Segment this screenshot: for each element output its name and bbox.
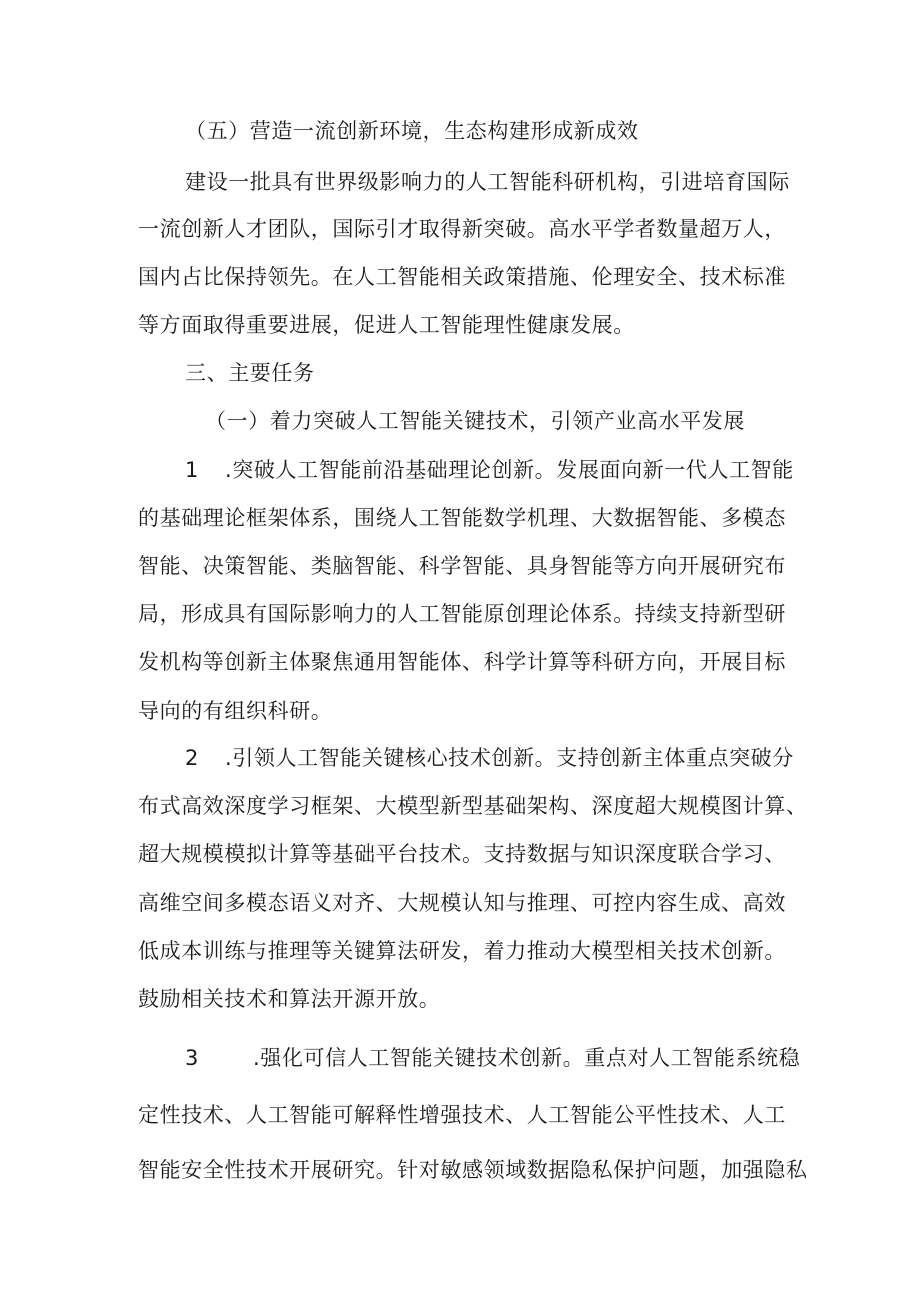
item-1-line-2: 的基础理论框架体系，围绕人工智能数学机理、大数据智能、多模态 [138,506,786,530]
item-2-line-2: 布式高效深度学习框架、大模型新型基础架构、深度超大规模图计算、 [138,794,808,818]
heading-one: （一）着力突破人工智能关键技术，引领产业高水平发展 [205,409,745,433]
para-five-line-2: 一流创新人才团队，国际引才取得新突破。高水平学者数量超万人， [138,217,786,241]
item-3-first-text: .强化可信人工智能关键技术创新。重点对人工智能系统稳 [253,1046,801,1070]
item-3-number: 3 [185,1046,199,1070]
item-2-number: 2 [185,746,199,770]
item-2-line-5: 低成本训练与推理等关键算法研发，着力推动大模型相关技术创新。 [138,939,786,963]
item-2-line-6: 鼓励相关技术和算法开源开放。 [138,987,441,1011]
para-five-line-3: 国内占比保持领先。在人工智能相关政策措施、伦理安全、技术标准 [138,265,786,289]
item-2-line-4: 高维空间多模态语义对齐、大规模认知与推理、可控内容生成、高效 [138,891,786,915]
item-1-first-line [185,455,845,485]
item-2-first-text: .引领人工智能关键核心技术创新。支持创新主体重点突破分 [225,746,794,770]
para-five-line-4: 等方面取得重要进展，促进人工智能理性健康发展。 [138,313,635,337]
item-2-line-3: 超大规模模拟计算等基础平台技术。支持数据与知识深度联合学习、 [138,842,786,866]
heading-five: （五）营造一流创新环境，生态构建形成新成效 [185,119,639,143]
item-3-line-2: 定性技术、人工智能可解释性增强技术、人工智能公平性技术、人工 [138,1103,786,1127]
item-1-first-text: .突破人工智能前沿基础理论创新。发展面向新一代人工智能 [225,458,794,482]
item-3-line-3: 智能安全性技术开展研究。针对敏感领域数据隐私保护问题，加强隐私 [138,1158,808,1182]
item-1-line-3: 智能、决策智能、类脑智能、科学智能、具身智能等方向开展研究布 [138,554,786,578]
item-1-line-4: 局，形成具有国际影响力的人工智能原创理论体系。持续支持新型研 [138,602,786,626]
item-1-line-5: 发机构等创新主体聚焦通用智能体、科学计算等科研方向，开展目标 [138,650,786,674]
item-2-first-line [185,743,845,773]
item-3-first-line [185,1043,845,1073]
item-1-line-6: 导向的有组织科研。 [138,699,333,723]
item-1-number: 1 [185,458,199,482]
para-five-line-1: 建设一批具有世界级影响力的人工智能科研机构，引进培育国际 [185,170,790,194]
section-three-heading: 三、主要任务 [185,361,315,385]
